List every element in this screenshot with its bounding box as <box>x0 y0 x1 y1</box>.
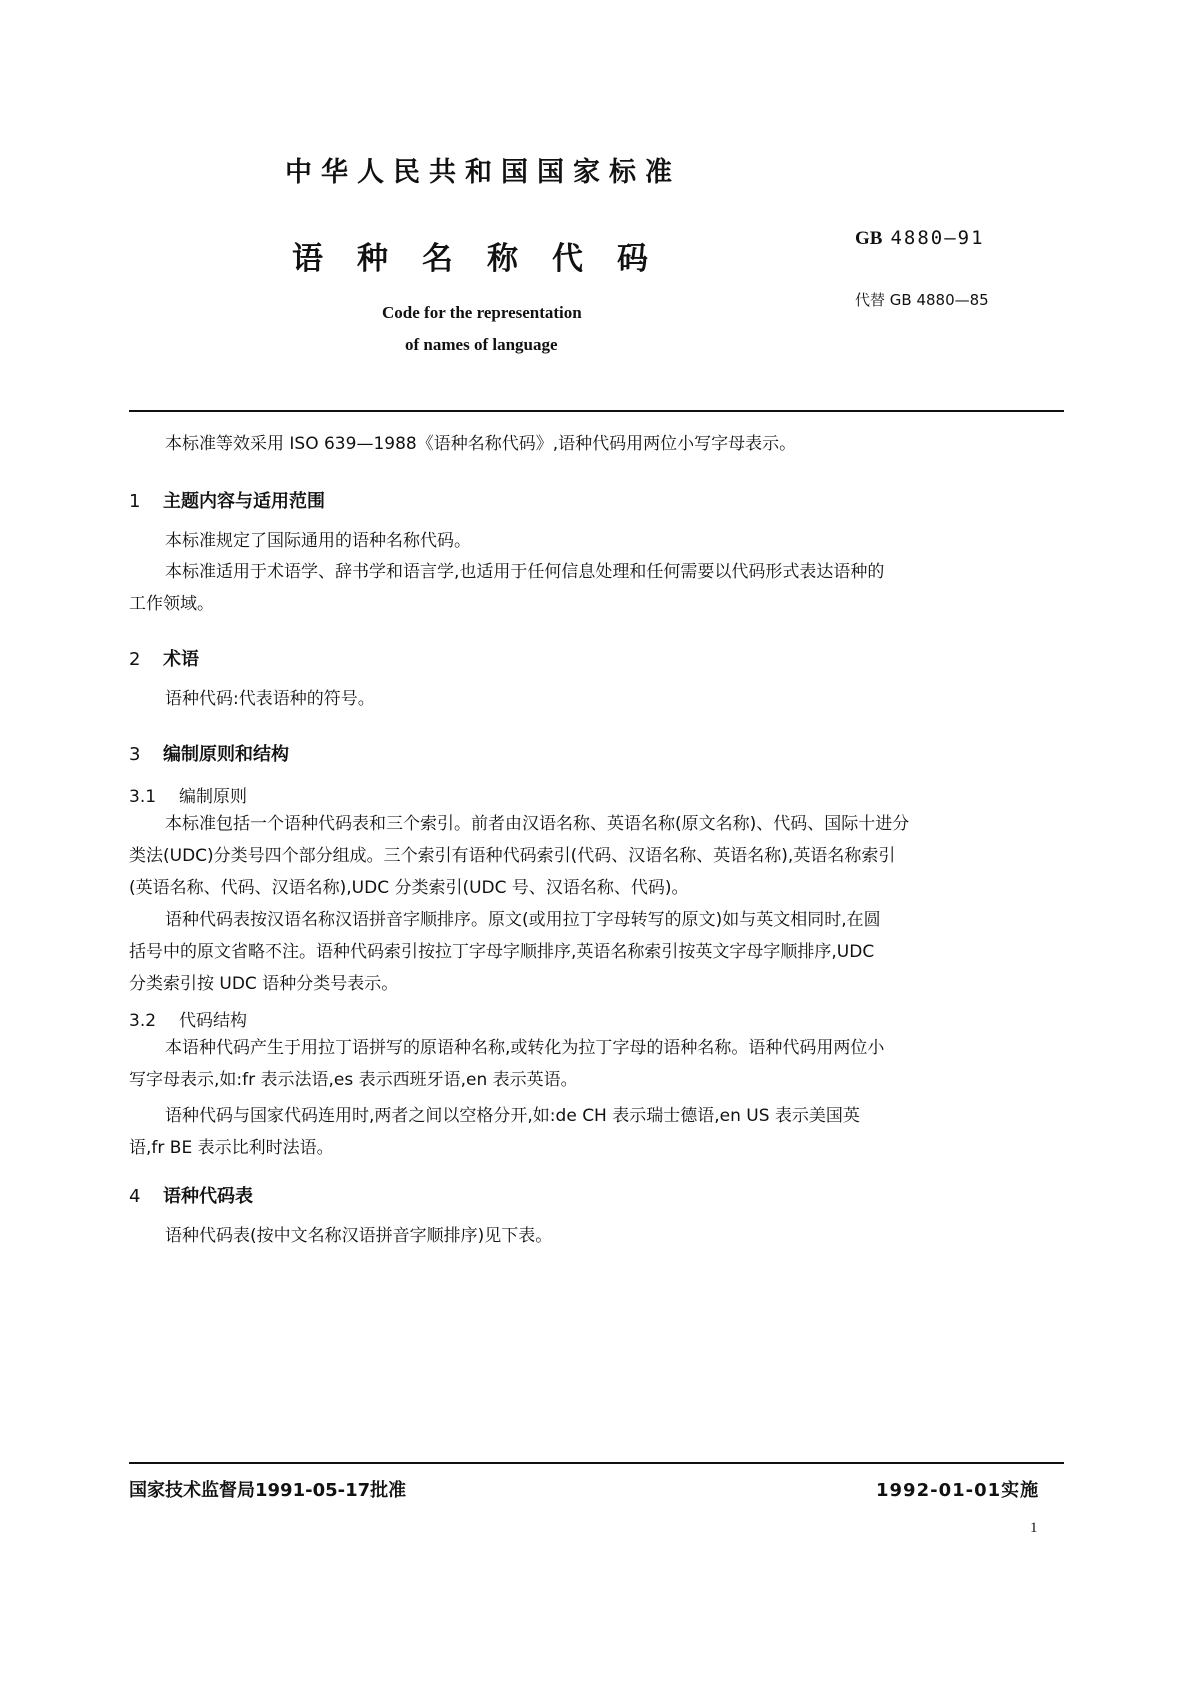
english-title-line-1: Code for the representation <box>382 303 582 322</box>
paragraph-line: 类法(UDC)分类号四个部分组成。三个索引有语种代码索引(代码、汉语名称、英语名称),英语名称索引 <box>129 846 896 866</box>
section-number: 3 <box>129 744 141 765</box>
section-number: 2 <box>129 649 141 670</box>
section-4-heading <box>129 1182 253 1208</box>
paragraph: 语种代码:代表语种的符号。 <box>165 689 375 709</box>
paragraph-line: 语种代码表按汉语名称汉语拼音字顺排序。原文(或用拉丁字母转写的原文)如与英文相同时,在圆 <box>165 910 881 930</box>
paragraph-line: 语种代码与国家代码连用时,两者之间以空格分开,如:de CH 表示瑞士德语,en US 表示美国英 <box>165 1106 860 1126</box>
standard-prefix: GB <box>855 228 883 249</box>
bottom-divider <box>129 1462 1064 1464</box>
paragraph-line: 本标准适用于术语学、辞书学和语言学,也适用于任何信息处理和任何需要以代码形式表达语种的 <box>165 562 885 582</box>
top-divider <box>129 410 1064 412</box>
section-title: 编制原则和结构 <box>163 744 289 765</box>
section-title: 主题内容与适用范围 <box>163 491 325 512</box>
section-3-heading <box>129 740 289 766</box>
section-1-heading <box>129 487 325 513</box>
paragraph-line: (英语名称、代码、汉语名称),UDC 分类索引(UDC 号、汉语名称、代码)。 <box>129 878 689 898</box>
standard-number <box>855 227 985 250</box>
section-title: 语种代码表 <box>163 1186 253 1207</box>
subsection-3-2-heading <box>129 1006 247 1031</box>
section-number: 1 <box>129 491 141 512</box>
paragraph: 语种代码表(按中文名称汉语拼音字顺排序)见下表。 <box>165 1226 553 1246</box>
implementation-date: 1992-01-01实施 <box>876 1480 1040 1501</box>
page-number: 1 <box>1030 1520 1038 1536</box>
standard-code: 4880—91 <box>890 227 985 249</box>
standard-title: 中华人民共和国国家标准 <box>285 157 681 188</box>
subsection-title: 代码结构 <box>179 1011 247 1031</box>
section-2-heading <box>129 645 199 671</box>
paragraph-line: 本语种代码产生于用拉丁语拼写的原语种名称,或转化为拉丁字母的语种名称。语种代码用两位小 <box>165 1038 885 1058</box>
paragraph: 本标准规定了国际通用的语种名称代码。 <box>165 531 471 551</box>
subsection-number: 3.1 <box>129 787 157 807</box>
section-number: 4 <box>129 1186 141 1207</box>
subsection-number: 3.2 <box>129 1011 157 1031</box>
approval-line: 国家技术监督局1991-05-17批准 <box>129 1480 407 1501</box>
paragraph-line: 工作领域。 <box>129 594 214 614</box>
document-title: 语种名称代码 <box>292 241 682 277</box>
paragraph-line: 括号中的原文省略不注。语种代码索引按拉丁字母字顺排序,英语名称索引按英文字母字顺排序,UDC <box>129 942 875 962</box>
replaces-standard: 代替 GB 4880—85 <box>855 291 989 309</box>
section-title: 术语 <box>163 649 199 670</box>
intro-paragraph: 本标准等效采用 ISO 639—1988《语种名称代码》,语种代码用两位小写字母表示。 <box>165 434 797 454</box>
paragraph-line: 本标准包括一个语种代码表和三个索引。前者由汉语名称、英语名称(原文名称)、代码、国际十进分 <box>165 814 910 834</box>
subsection-3-1-heading <box>129 782 247 807</box>
paragraph-line: 分类索引按 UDC 语种分类号表示。 <box>129 974 399 994</box>
english-title-line-2: of names of language <box>405 335 558 354</box>
paragraph-line: 语,fr BE 表示比利时法语。 <box>129 1138 334 1158</box>
subsection-title: 编制原则 <box>179 787 247 807</box>
paragraph-line: 写字母表示,如:fr 表示法语,es 表示西班牙语,en 表示英语。 <box>129 1070 578 1090</box>
